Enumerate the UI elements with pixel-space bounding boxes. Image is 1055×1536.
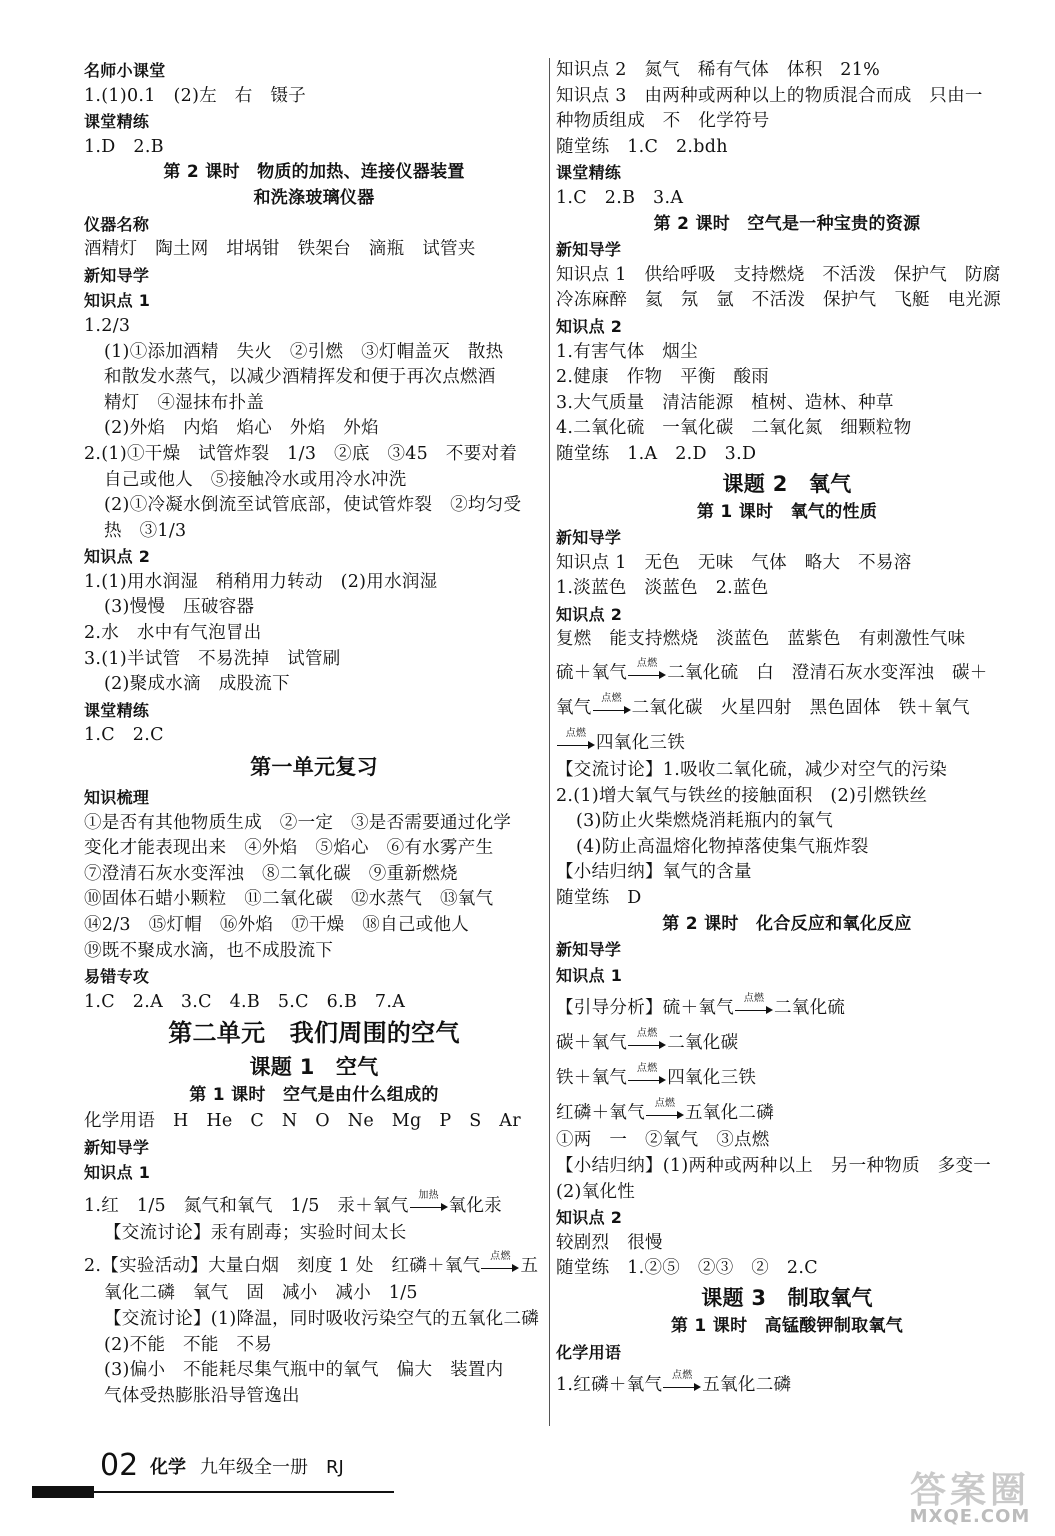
reaction-condition: 点燃 [636, 1062, 658, 1074]
products: 二氧化硫 白 澄清石灰水变浑浊 碳＋ [667, 663, 988, 684]
answer-line: 变化才能表现出来 ④外焰 ⑤焰心 ⑥有水雾产生 [84, 838, 494, 859]
answer-line-indented: 自己或他人 ⑤接触冷水或用冷水冲洗 [104, 469, 407, 490]
reaction-equation-line [556, 988, 1018, 1023]
answer-line: 随堂练 1.A 2.D 3.D [556, 443, 757, 464]
answer-line: ⑭2/3 ⑮灯帽 ⑯外焰 ⑰干燥 ⑱自己或他人 [84, 915, 470, 935]
section-heading: 知识点 2 [84, 547, 151, 567]
watermark-url: MXQE.COM [909, 1506, 1031, 1527]
reaction-equation-line [556, 1058, 1018, 1093]
answer-line: 1.有害气体 烟尘 [556, 341, 698, 362]
page-footer [32, 1448, 452, 1508]
reaction-equation-line [556, 1365, 1018, 1400]
reaction-arrow-icon [628, 1027, 666, 1051]
reactants: 铁＋氧气 [556, 1068, 628, 1089]
answer-line: 1.淡蓝色 淡蓝色 2.蓝色 [556, 578, 769, 599]
watermark-text: 答案圈 [909, 1470, 1030, 1511]
reaction-arrow-icon [735, 992, 773, 1016]
lesson-title: 第 1 课时 高锰酸钾制取氧气 [670, 1315, 904, 1336]
answer-line: 随堂练 1.C 2.bdh [556, 136, 728, 157]
reaction-arrow-icon [628, 1062, 666, 1086]
answer-line: 2.(1)①干燥 试管炸裂 1/3 ②底 ③45 不要对着 [84, 443, 518, 464]
answer-line: ⑦澄清石灰水变浑浊 ⑧二氧化碳 ⑨重新燃烧 [84, 863, 458, 884]
answer-line: 较剧烈 很慢 [556, 1232, 663, 1253]
right-column [556, 58, 1018, 1400]
answer-line-indented: (1)①添加酒精 失火 ②引燃 ③灯帽盖灭 散热 [104, 341, 504, 362]
section-heading: 课堂精练 [556, 163, 622, 183]
left-column [84, 58, 544, 1409]
answer-line: 【小结归纳】氧气的含量 [556, 862, 752, 883]
section-heading: 名师小课堂 [84, 61, 166, 80]
section-heading: 仪器名称 [84, 214, 150, 234]
reactants: 【引导分析】硫＋氧气 [556, 998, 734, 1019]
footer-grade: 九年级全一册 RJ [200, 1457, 344, 1478]
answer-line: 知识点 1 供给呼吸 支持燃烧 不活泼 保护气 防腐 [556, 264, 1001, 285]
answer-line: ⑩固体石蜡小颗粒 ⑪二氧化碳 ⑫水蒸气 ⑬氧气 [84, 889, 494, 910]
products: 五氧化二磷 [702, 1375, 792, 1396]
answer-line-indented: 和散发水蒸气，以减少酒精挥发和便于再次点燃酒 [104, 367, 496, 388]
answer-line-indented: 热 ③1/3 [104, 520, 187, 541]
answer-line: 冷冻麻醉 氦 氖 氩 不活泼 保护气 飞艇 电光源 [556, 290, 1001, 311]
section-heading: 化学用语 [556, 1342, 622, 1362]
reaction-condition: 点燃 [654, 1097, 676, 1109]
answer-line-indented: (4)防止高温熔化物掉落使集气瓶炸裂 [576, 836, 869, 857]
section-heading: 知识点 2 [556, 604, 623, 624]
section-heading: 知识点 1 [84, 291, 151, 311]
section-heading: 新知导学 [556, 528, 622, 548]
answer-line-indented: (3)慢慢 压破容器 [104, 597, 255, 618]
answer-line: 知识点 3 由两种或两种以上的物质混合而成 只由一 [556, 85, 983, 106]
section-heading: 易错专攻 [84, 967, 150, 987]
section-heading: 知识梳理 [84, 788, 150, 808]
answer-line: (2)氧化性 [556, 1181, 636, 1202]
answer-line: 1.C 2.B 3.A [556, 187, 684, 208]
lesson-title: 第 1 课时 空气是由什么组成的 [189, 1085, 439, 1106]
section-heading: 知识点 1 [84, 1163, 151, 1183]
section-heading: 知识点 1 [556, 965, 623, 985]
reaction-arrow-icon [557, 727, 595, 751]
products: 五氧化二磷 [685, 1103, 774, 1124]
answer-line-indented: (2)外焰 内焰 焰心 外焰 外焰 [104, 418, 379, 439]
lesson-title: 第 2 课时 物质的加热、连接仪器装置 [163, 162, 465, 183]
answer-line: 知识点 1 无色 无味 气体 略大 不易溶 [556, 552, 912, 573]
lesson-title: 和洗涤玻璃仪器 [253, 187, 375, 208]
section-heading: 新知导学 [556, 940, 622, 960]
lesson-title: 第 2 课时 化合反应和氧化反应 [662, 913, 912, 934]
answer-line-indented: 精灯 ④湿抹布扑盖 [104, 392, 265, 413]
reaction-condition: 点燃 [601, 692, 622, 704]
answer-line-indented: (2)①冷凝水倒流至试管底部，使试管炸裂 ②均匀受 [104, 495, 522, 516]
topic-title: 课题 2 氧气 [722, 471, 852, 496]
answer-line-indented: (2)不能 不能 不易 [104, 1334, 273, 1355]
answer-line: 1.2/3 [84, 315, 131, 336]
answer-line: ①是否有其他物质生成 ②一定 ③是否需要通过化学 [84, 812, 512, 833]
column-divider [549, 58, 550, 1426]
lesson-title: 第 2 课时 空气是一种宝贵的资源 [653, 213, 921, 234]
section-heading: 新知导学 [84, 265, 150, 285]
answer-line-indented: 氧化二磷 氧气 固 减小 减小 1/5 [104, 1283, 418, 1304]
products: 四氧化三铁 [596, 733, 685, 754]
products: 二氧化硫 [774, 998, 846, 1019]
reactants: 1.红磷＋氧气 [556, 1375, 663, 1396]
footer-rule [94, 1491, 394, 1493]
answer-line: 3.大气质量 清洁能源 植树、造林、种草 [556, 392, 894, 413]
section-heading: 课堂精练 [84, 700, 150, 720]
reactants: 硫＋氧气 [556, 663, 628, 684]
answer-line: 化学用语 H He C N O Ne Mg P S Ar [84, 1110, 521, 1131]
answer-line: 1.C 2.C [84, 725, 164, 746]
reaction-condition: 加热 [418, 1190, 439, 1202]
footer-bar [32, 1486, 94, 1498]
products: 二氧化碳 [667, 1033, 739, 1054]
reaction-condition: 点燃 [636, 657, 658, 669]
answer-line: 2.水 水中有气泡冒出 [84, 623, 262, 644]
reaction-equation-line [556, 653, 1018, 688]
answer-line: 2.(1)增大氧气与铁丝的接触面积 (2)引燃铁丝 [556, 785, 928, 806]
answer-line-indented: (2)聚成水滴 成股流下 [104, 674, 290, 695]
products: 四氧化三铁 [667, 1068, 757, 1089]
section-heading: 新知导学 [556, 240, 622, 260]
answer-line: 酒精灯 陶土网 坩埚钳 铁架台 滴瓶 试管夹 [84, 239, 476, 260]
unit-title: 第二单元 我们周围的空气 [168, 1019, 460, 1048]
answer-line: 3.(1)半试管 不易洗掉 试管刷 [84, 648, 341, 669]
products: 二氧化碳 火星四射 黑色固体 铁＋氧气 [631, 698, 970, 719]
reaction-condition: 点燃 [743, 992, 765, 1004]
answer-line: 1.(1)0.1 (2)左 右 镊子 [84, 85, 307, 106]
reaction-arrow-icon [593, 692, 631, 716]
lesson-title: 第 1 课时 氧气的性质 [696, 501, 878, 522]
products: 五 [520, 1256, 539, 1277]
reaction-condition: 点燃 [671, 1369, 693, 1381]
answer-line-indented: (3)偏小 不能耗尽集气瓶中的氧气 偏大 装置内 [104, 1360, 504, 1381]
reaction-arrow-icon [646, 1097, 684, 1121]
products: 氧化汞 [448, 1195, 503, 1216]
watermark-logo [900, 1462, 1040, 1532]
reaction-arrow-icon [663, 1369, 701, 1393]
review-title: 第一单元复习 [250, 755, 378, 780]
reaction-condition: 点燃 [636, 1027, 658, 1039]
topic-title: 课题 1 空气 [249, 1055, 379, 1080]
section-heading: 课堂精练 [84, 112, 150, 132]
answer-line: ①两 一 ②氧气 ③点燃 [556, 1130, 770, 1151]
reaction-arrow-icon [410, 1190, 448, 1213]
reaction-equation-line [84, 1186, 544, 1221]
answer-line: 1.D 2.B [84, 136, 164, 157]
topic-title: 课题 3 制取氧气 [701, 1285, 873, 1310]
answer-line: 4.二氧化硫 一氧化碳 二氧化氮 细颗粒物 [556, 418, 912, 439]
reaction-equation-line [556, 1093, 1018, 1128]
section-heading: 知识点 2 [556, 316, 623, 336]
reaction-condition: 点燃 [490, 1250, 511, 1262]
answer-line: 随堂练 D [556, 888, 642, 909]
answer-line: 1.(1)用水润湿 稍稍用力转动 (2)用水润湿 [84, 571, 438, 592]
answer-line: 随堂练 1.②⑤ ②③ ② 2.C [556, 1258, 818, 1279]
answer-line: 种物质组成 不 化学符号 [556, 111, 770, 132]
answer-line-indented: 【交流讨论】(1)降温，同时吸收污染空气的五氧化二磷 [104, 1308, 540, 1329]
reaction-equation-line [556, 1023, 1018, 1058]
footer-subject: 化学 [150, 1457, 186, 1478]
section-heading: 新知导学 [84, 1137, 150, 1157]
reaction-condition: 点燃 [565, 727, 587, 739]
answer-line: ⑲既不聚成水滴，也不成股流下 [84, 940, 334, 961]
reaction-arrow-icon [628, 657, 666, 681]
answer-line: 复燃 能支持燃烧 淡蓝色 蓝紫色 有刺激性气味 [556, 629, 966, 650]
answer-line: 知识点 2 氮气 稀有气体 体积 21% [556, 60, 881, 80]
reaction-equation-line [556, 688, 1018, 723]
reaction-equation-line [84, 1246, 544, 1281]
answer-line-indented: (3)防止火柴燃烧消耗瓶内的氧气 [576, 811, 834, 832]
answer-line-indented: 气体受热膨胀沿导管逸出 [104, 1385, 300, 1406]
reaction-arrow-icon [481, 1250, 519, 1274]
page-number: 02 [100, 1448, 139, 1483]
reactants: 1.红 1/5 氮气和氧气 1/5 汞＋氧气 [84, 1195, 409, 1216]
answer-line: 2.健康 作物 平衡 酸雨 [556, 367, 770, 388]
section-heading: 知识点 2 [556, 1208, 623, 1228]
reaction-equation-line [556, 723, 1018, 758]
answer-line: 【小结归纳】(1)两种或两种以上 另一种物质 多变一 [556, 1156, 992, 1176]
answer-line-indented: 【交流讨论】汞有剧毒；实验时间太长 [104, 1222, 407, 1243]
reactants: 氧气 [556, 698, 592, 719]
reactants: 2.【实验活动】大量白烟 刻度 1 处 红磷＋氧气 [84, 1256, 481, 1277]
answer-line: 【交流讨论】1.吸收二氧化硫，减少对空气的污染 [556, 760, 948, 781]
answer-line: 1.C 2.A 3.C 4.B 5.C 6.B 7.A [84, 991, 406, 1012]
reactants: 碳＋氧气 [556, 1033, 628, 1054]
reactants: 红磷＋氧气 [556, 1103, 645, 1124]
